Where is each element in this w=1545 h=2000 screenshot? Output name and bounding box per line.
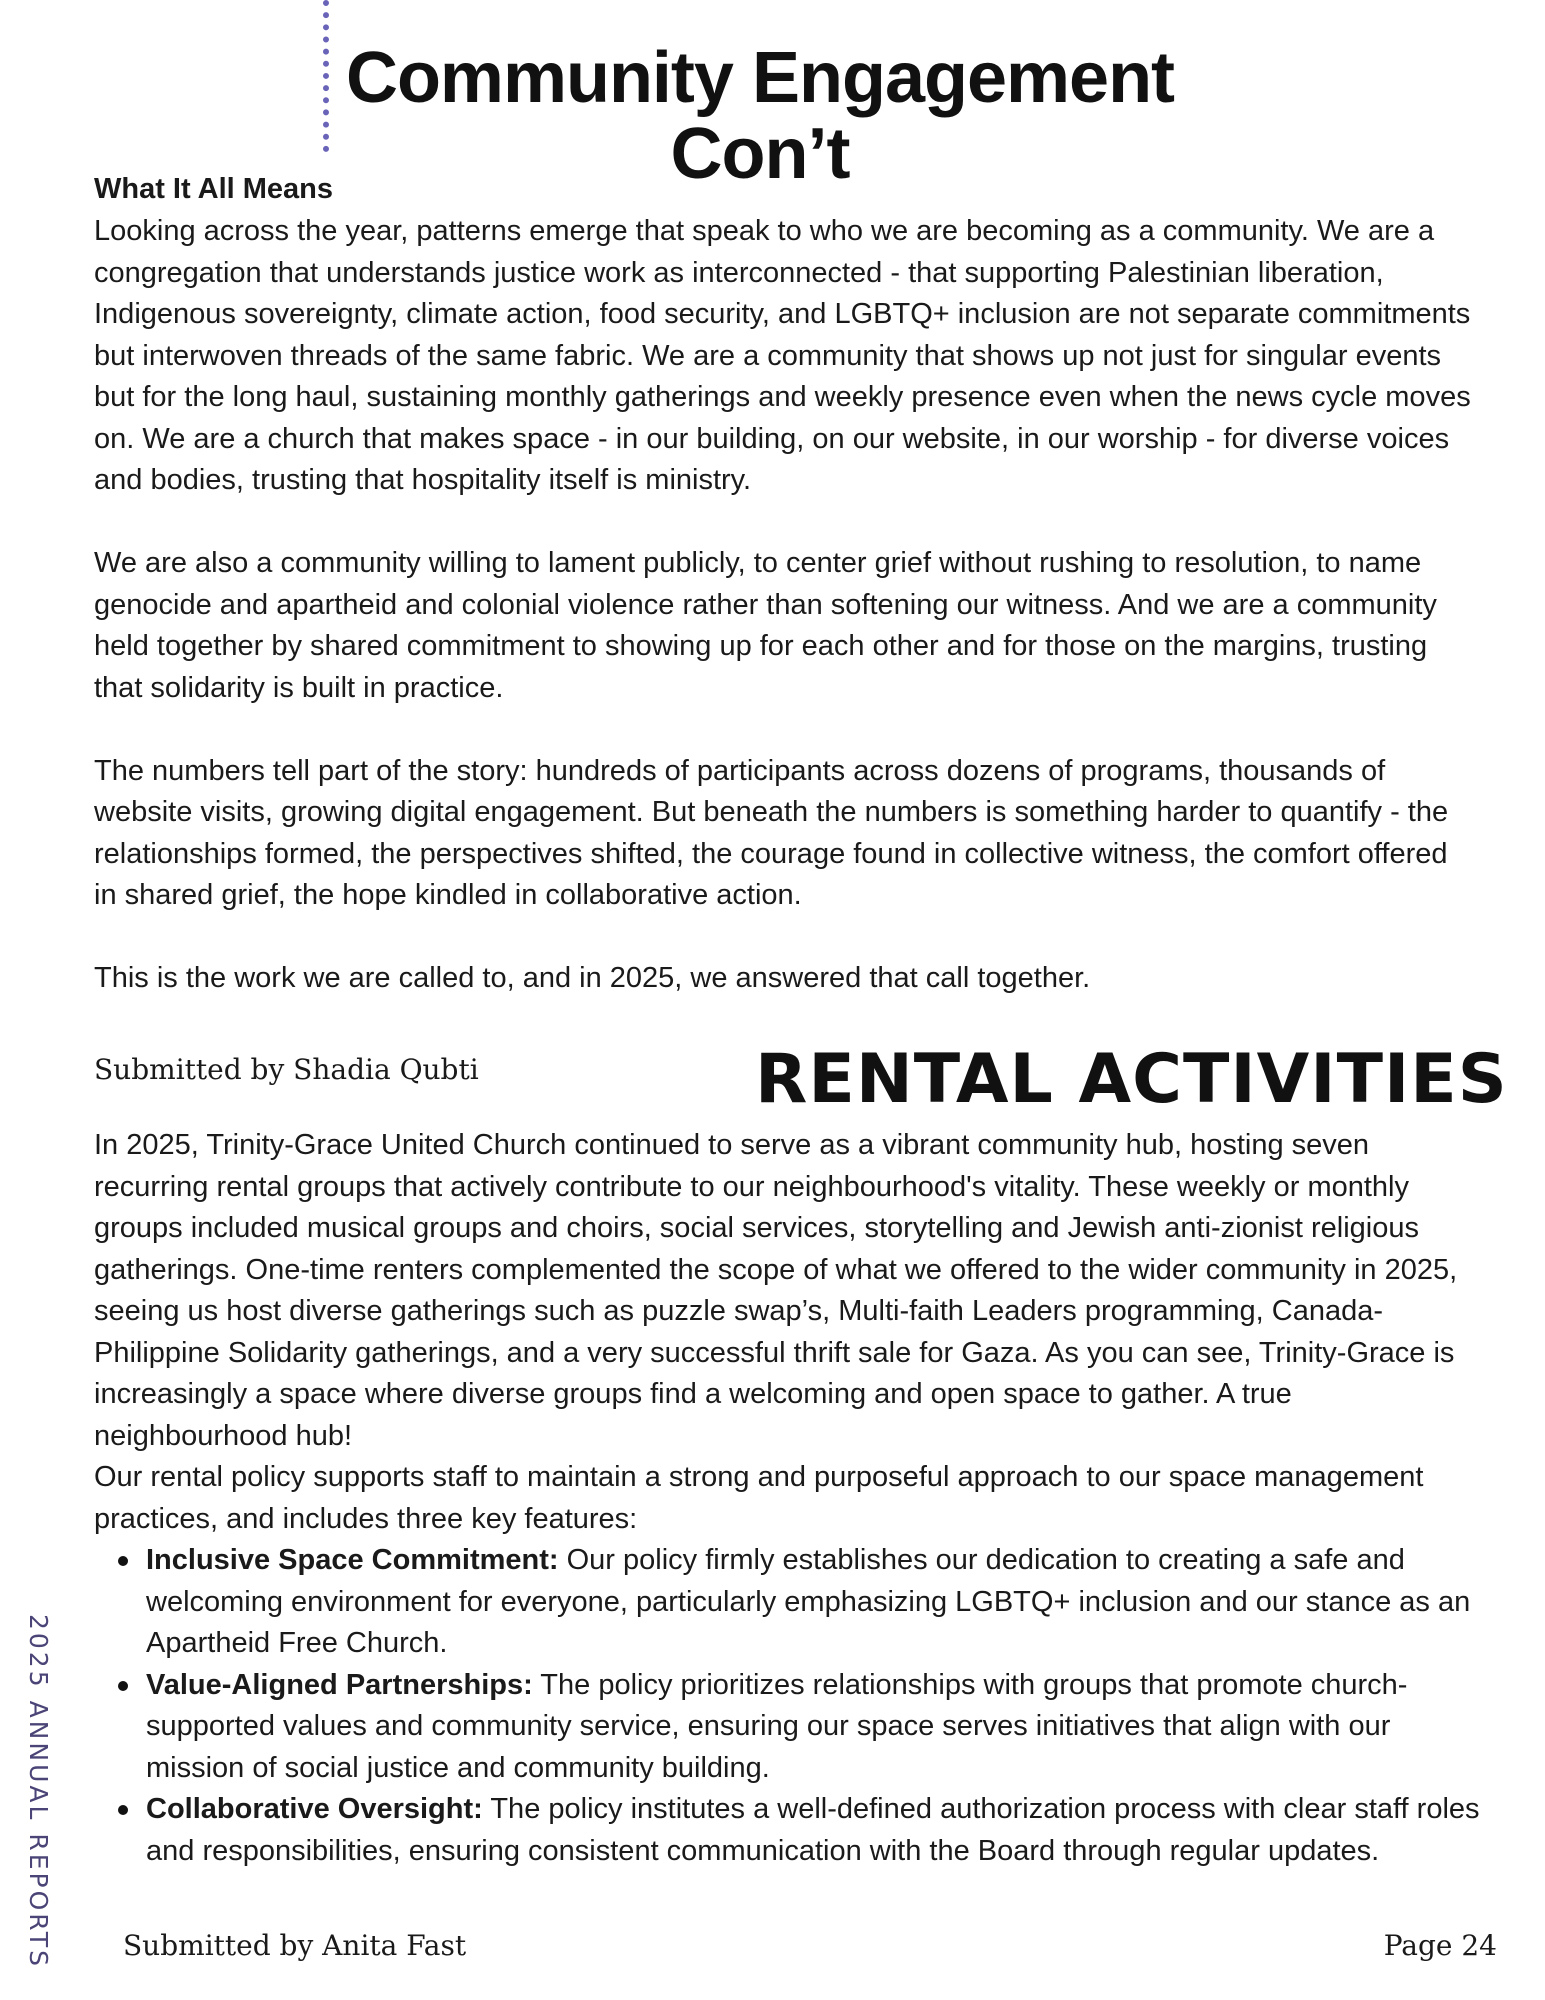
- paragraph: The numbers tell part of the story: hundreds of participants across dozens of programs, thousands of website visits, growing digital engagement. But beneath the numbers is something harder to quantify - the relationships formed, the perspectives shifted, the courage found in collective witness, the comfort offered in shared grief, the hope kindled in collaborative action.: [94, 754, 1449, 911]
- community-engagement-body: [94, 211, 1474, 1000]
- dotted-divider: [323, 0, 329, 152]
- paragraph: We are also a community willing to lament publicly, to center grief without rushing to resolution, to name genocide and apartheid and colonial violence rather than softening our witness. And we are a community held together by shared commitment to showing up for each other and for those on the margins, trusting that solidarity is built in practice.: [94, 547, 1437, 704]
- page-title: [340, 40, 1180, 192]
- feature-label: Value-Aligned Partnerships:: [146, 1668, 533, 1701]
- submitted-by-anita: Submitted by Anita Fast: [123, 1929, 467, 1962]
- page-number: Page 24: [1383, 1929, 1497, 1962]
- rental-policy-intro: Our rental policy supports staff to maintain a strong and purposeful approach to our space management practices, and includes three key features:: [94, 1461, 1424, 1535]
- list-item: [94, 1540, 1484, 1665]
- feature-text: Our policy firmly establishes our dedication to creating a safe and welcoming environment for everyone, particularly emphasizing LGBTQ+ inclusion and our stance as an Apartheid Free Church.: [146, 1544, 1471, 1659]
- bullet-icon: [118, 1805, 128, 1815]
- feature-text: The policy institutes a well-defined authorization process with clear staff roles and responsibilities, ensuring consistent communication with the Board through regular updates.: [146, 1793, 1480, 1867]
- rental-activities-title: RENTAL ACTIVITIES: [755, 1040, 1508, 1119]
- feature-label: Inclusive Space Commitment:: [146, 1544, 559, 1576]
- policy-feature-list: [94, 1540, 1484, 1872]
- feature-text: The policy prioritizes relationships with groups that promote church-supported values and community service, ensuring our space serves initiatives that align with our mission of social justice and community building.: [146, 1668, 1408, 1784]
- submitted-by-shadia: Submitted by Shadia Qubti: [94, 1053, 479, 1086]
- paragraph: This is the work we are called to, and in 2025, we answered that call together.: [94, 962, 1091, 994]
- bullet-icon: [118, 1556, 128, 1566]
- bullet-icon: [118, 1681, 128, 1691]
- paragraph: Looking across the year, patterns emerge that speak to who we are becoming as a community. We are a congregation that understands justice work as interconnected - that supporting Palestinian liberation, Indigenous sovereignty, climate action, food security, and LGBTQ+ inclusion are not separate commitments but interwoven threads of the same fabric. We are a community that shows up not just for singular events but for the long haul, sustaining monthly gatherings and weekly presence even when the news cycle moves on. We are a church that makes space - in our building, on our website, in our worship - for diverse voices and bodies, trusting that hospitality itself is ministry.: [94, 215, 1471, 496]
- list-item: [94, 1789, 1484, 1872]
- rental-activities-body: [94, 1125, 1484, 1872]
- section-subheading: What It All Means: [94, 173, 333, 205]
- rental-intro: In 2025, Trinity-Grace United Church continued to serve as a vibrant community hub, hosting seven recurring rental groups that actively contribute to our neighbourhood's vitality. These weekly or monthly groups included musical groups and choirs, social services, storytelling and Jewish anti-zionist religious gatherings. One-time renters complemented the scope of what we offered to the wider community in 2025, seeing us host diverse gatherings such as puzzle swap’s, Multi-faith Leaders programming, Canada-Philippine Solidarity gatherings, and a very successful thrift sale for Gaza. As you can see, Trinity-Grace is increasingly a space where diverse groups find a welcoming and open space to gather. A true neighbourhood hub!: [94, 1129, 1458, 1452]
- feature-label: Collaborative Oversight:: [146, 1793, 483, 1825]
- page-title-line-1: Community Engagement: [345, 38, 1175, 118]
- page-title-line-2: Con’t: [670, 114, 850, 194]
- annual-reports-side-label: 2025 ANNUAL REPORTS: [24, 1614, 53, 1969]
- list-item: [94, 1665, 1484, 1790]
